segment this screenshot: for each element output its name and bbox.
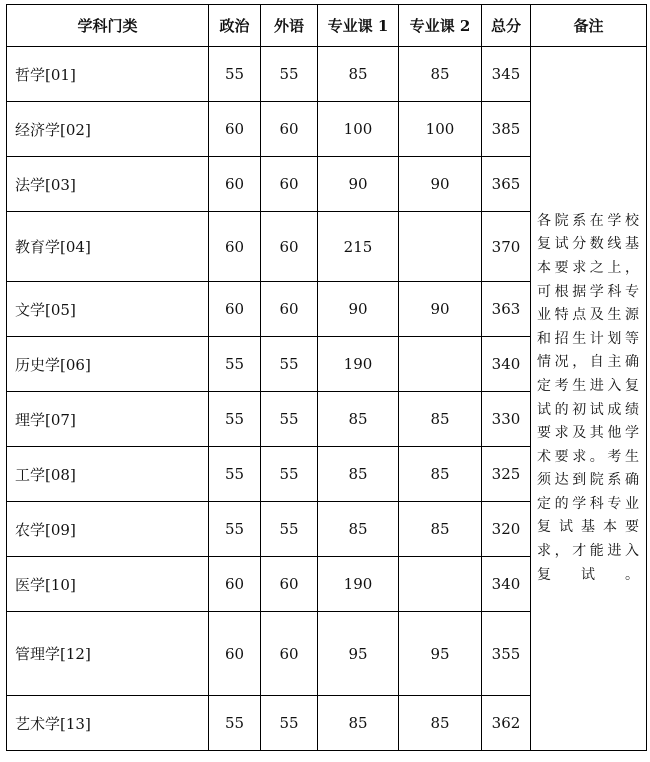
subject-cell: 哲学[01] [7,47,209,102]
remark-cell [531,47,647,751]
subject-cell: 法学[03] [7,157,209,212]
politics-cell: 55 [209,337,261,392]
major1-cell: 190 [318,337,399,392]
major1-cell: 85 [318,47,399,102]
major2-cell: 90 [399,157,482,212]
subject-cell: 理学[07] [7,392,209,447]
score-table [6,4,647,751]
major2-cell: 85 [399,696,482,751]
subject-cell: 艺术学[13] [7,696,209,751]
remark-text: 各院系在学校复试分数线基本要求之上，可根据学科专业特点及生源和招生计划等情况，自主确定考生进入复试的初试成绩要求及其他学术要求。考生须达到院系确定的学科专业复试基本要求，才能进入复试。 [537,212,640,583]
language-cell: 60 [261,612,318,696]
major1-cell: 100 [318,102,399,157]
header-major2: 专业课 2 [399,5,482,47]
language-cell: 60 [261,282,318,337]
subject-cell: 工学[08] [7,447,209,502]
language-cell: 60 [261,157,318,212]
header-remark: 备注 [531,5,647,47]
politics-cell: 60 [209,557,261,612]
header-total: 总分 [482,5,531,47]
language-cell: 60 [261,557,318,612]
subject-cell: 教育学[04] [7,212,209,282]
subject-cell: 管理学[12] [7,612,209,696]
total-cell: 355 [482,612,531,696]
politics-cell: 60 [209,102,261,157]
total-cell: 370 [482,212,531,282]
politics-cell: 55 [209,47,261,102]
header-subject: 学科门类 [7,5,209,47]
total-cell: 365 [482,157,531,212]
subject-cell: 历史学[06] [7,337,209,392]
major1-cell: 190 [318,557,399,612]
major2-cell: 95 [399,612,482,696]
language-cell: 55 [261,502,318,557]
politics-cell: 60 [209,157,261,212]
politics-cell: 60 [209,212,261,282]
politics-cell: 55 [209,696,261,751]
major2-cell [399,212,482,282]
major1-cell: 85 [318,696,399,751]
major2-cell: 100 [399,102,482,157]
major1-cell: 85 [318,502,399,557]
header-major1: 专业课 1 [318,5,399,47]
subject-cell: 农学[09] [7,502,209,557]
total-cell: 363 [482,282,531,337]
header-row [7,5,647,47]
major2-cell: 85 [399,47,482,102]
total-cell: 345 [482,47,531,102]
major1-cell: 90 [318,157,399,212]
total-cell: 320 [482,502,531,557]
major2-cell: 85 [399,447,482,502]
major1-cell: 95 [318,612,399,696]
major2-cell: 90 [399,282,482,337]
language-cell: 55 [261,337,318,392]
total-cell: 385 [482,102,531,157]
header-politics: 政治 [209,5,261,47]
total-cell: 340 [482,337,531,392]
language-cell: 60 [261,212,318,282]
major1-cell: 90 [318,282,399,337]
politics-cell: 55 [209,502,261,557]
language-cell: 60 [261,102,318,157]
language-cell: 55 [261,696,318,751]
major1-cell: 85 [318,392,399,447]
total-cell: 325 [482,447,531,502]
politics-cell: 60 [209,282,261,337]
major2-cell: 85 [399,392,482,447]
politics-cell: 55 [209,392,261,447]
subject-cell: 医学[10] [7,557,209,612]
major2-cell [399,337,482,392]
header-language: 外语 [261,5,318,47]
total-cell: 330 [482,392,531,447]
major2-cell [399,557,482,612]
subject-cell: 文学[05] [7,282,209,337]
total-cell: 340 [482,557,531,612]
major2-cell: 85 [399,502,482,557]
language-cell: 55 [261,392,318,447]
politics-cell: 60 [209,612,261,696]
language-cell: 55 [261,447,318,502]
politics-cell: 55 [209,447,261,502]
language-cell: 55 [261,47,318,102]
major1-cell: 215 [318,212,399,282]
total-cell: 362 [482,696,531,751]
subject-cell: 经济学[02] [7,102,209,157]
table-row [7,47,647,102]
major1-cell: 85 [318,447,399,502]
